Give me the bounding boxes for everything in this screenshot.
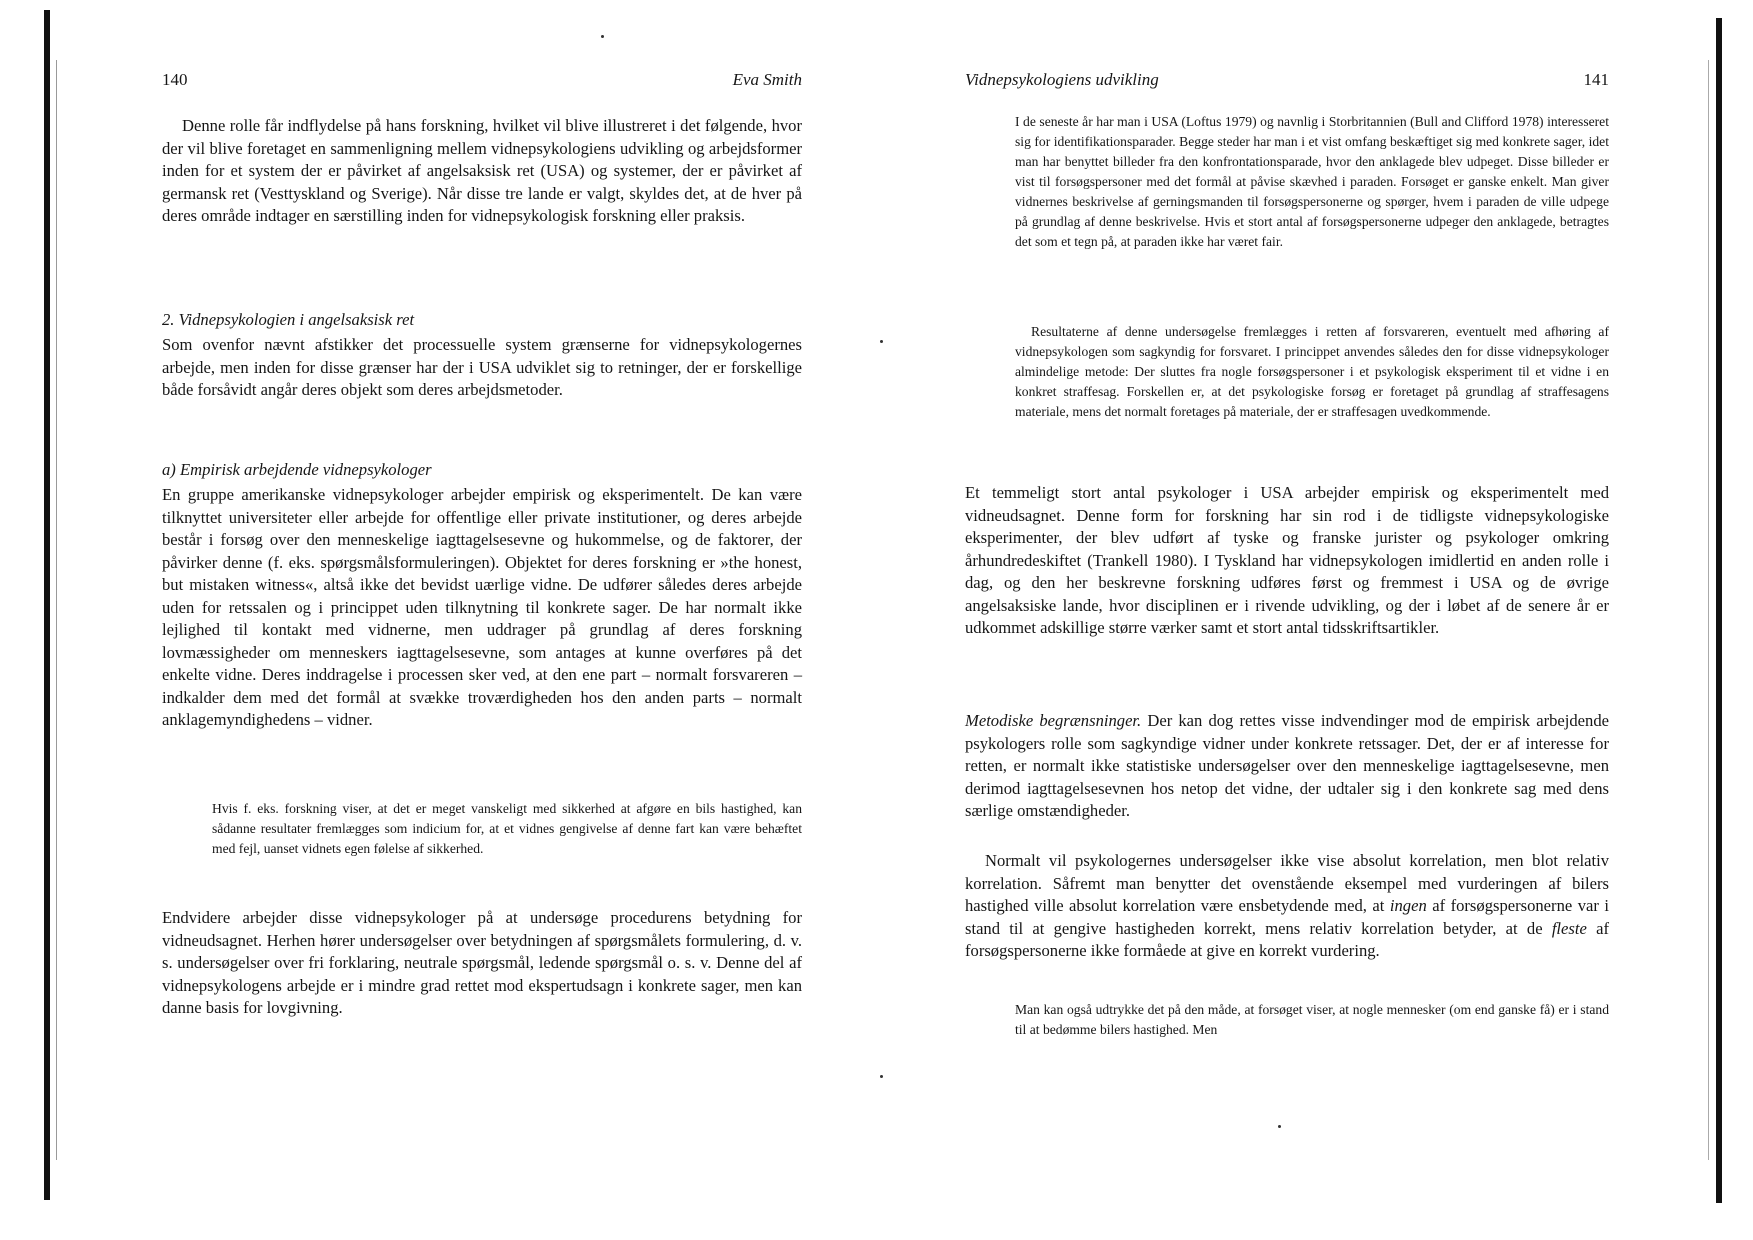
scan-speck <box>880 1075 883 1078</box>
run-in-heading: Metodiske begrænsninger. <box>965 711 1142 730</box>
paragraph-text: af forsøgspersonerne var i stand til at gengive hastigheden korrekt, mens relativ korrelation betyder, at de <box>965 896 1609 938</box>
paragraph: Denne rolle får indflydelse på hans forskning, hvilket vil blive illustreret i det følgende, hvor der vil blive foretaget en sammenligning mellem vidnepsykologiens udvikling og arbejdsformer inden for et system der er påvirket af angelsaksisk ret (USA) og systemer, der er påvirket af germansk ret (Vesttyskland og Sverige). Når disse tre lande er valgt, skyldes det, at de hver på deres område indtager en særstilling inden for vidnepsykologisk forskning eller praksis. <box>162 116 802 225</box>
paragraph: Et temmeligt stort antal psykologer i USA arbejder empirisk og eksperimentelt med vidneudsagnet. Denne form for forskning har sin rod i de tidligste vidnepsykologiske eksperimenter, der blev udført af tyske og franske jurister og psykologer omkring århundredeskiftet (Trankell 1980). I Tyskland har vidnepsykologen imidlertid en anden rolle i dag, og den her beskrevne forskning udføres først og fremmest i USA og de øvrige angelsaksiske lande, hvor disciplinen er i rivende udvikling, og der i løbet af de senere år er udkommet adskillige større værker samt et stort antal tidsskriftsartikler. <box>965 483 1609 637</box>
paragraph-text: Der kan dog rettes visse indvendinger mod de empirisk arbejdende psykologers rolle som sagkyndige vidner under konkrete retssager. Det, der er af interesse for retten, er normalt ikke statistiske undersøgelser over den menneskelige iagttagelsesevne, men derimod iagttagelsesevnen hos netop det vidne, der udtaler sig i den konkrete sag med dens særlige omstændigheder. <box>965 711 1609 820</box>
emphasis: ingen <box>1389 896 1427 915</box>
scan-edge-right <box>1716 18 1722 1203</box>
running-head-title: Eva Smith <box>732 70 802 89</box>
scan-speck <box>601 35 604 38</box>
paragraph-text: Normalt vil psykologernes undersøgelser ikke vise absolut korrelation, men blot relativ korrelation. Såfremt man benytter det ovenstående eksempel med vurderingen af bilers hastighed ville absolut korrelation være ensbetydende med, at <box>965 851 1609 915</box>
section-heading: 2. Vidnepsykologien i angelsaksisk ret <box>162 310 415 329</box>
subsection-heading: a) Empirisk arbejdende vidnepsykologer <box>162 460 432 479</box>
block-quote: Hvis f. eks. forskning viser, at det er meget vanskeligt med sikkerhed at afgøre en bils hastighed, kan sådanne resultater fremlægges som indicium for, at et vidnes gengivelse af denne fart kan være behæftet med fejl, uanset vidnets egen følelse af sikkerhed. <box>212 801 802 856</box>
paragraph: En gruppe amerikanske vidnepsykologer arbejder empirisk og eksperimentelt. De kan være tilknyttet universiteter eller arbejde for offentlige eller private institutioner, og deres arbejde består i forsøg over den menneskelige iagttagelsesevne og hukommelse, og de faktorer, der påvirker denne (f. eks. spørgsmålsformuleringen). Objektet for deres forskning er »the honest, but mistaken witness«, altså ikke det bevidst uærlige vidne. De udfører således deres arbejde uden for retssalen og i princippet uden tilknytning til konkrete sager. De har normalt ikke lejlighed til kontakt med vidnerne, men uddrager på grundlag af deres forskning lovmæssigheder om menneskers iagttagelsesevne, som antages at kunne overføres på det enkelte vidne. Deres inddragelse i processen sker ved, at den ene part – normalt forsvareren – indkalder dem med det formål at svække troværdigheden hos den anden parts – normalt anklagemyndighedens – vidner. <box>162 485 802 729</box>
page-number: 141 <box>1583 70 1609 89</box>
paragraph: Som ovenfor nævnt afstikker det processuelle system grænserne for vidnepsykologernes arbejde, men inden for disse grænser har der i USA udviklet sig to retninger, der er forskellige både forsåvidt angår deres objekt som deres arbejdsmetoder. <box>162 335 802 399</box>
right-running-head <box>965 70 1609 94</box>
paragraph-text: af forsøgspersonerne ikke formåede at give en korrekt vurdering. <box>965 918 1609 960</box>
block-quote: Resultaterne af denne undersøgelse fremlægges i retten af forsvareren, eventuelt med afhøring af vidnepsykologen som sagkyndig for forsvaret. I princippet anvendes således den for disse vidnepsykologer almindelige metode: Der sluttes fra nogle forsøgspersoner i et psykologisk eksperiment til et vidne i en konkret straffesag. Forskellen er, at det psykologiske forsøg er foretaget på grundlag af straffesagens materiale, mens det normalt foretages på materiale, der er straffesagen uvedkommende. <box>1015 324 1609 419</box>
paragraph: Endvidere arbejder disse vidnepsykologer på at undersøge procedurens betydning for vidneudsagnet. Herhen hører undersøgelser over betydningen af spørgsmålets formulering, d. v. s. undersøgelser over fri forklaring, neutrale spørgsmål, ledende spørgsmål o. s. v. Denne del af vidnepsykologens arbejde er i mindre grad rettet mod ekspertudsagn i konkrete sager, men kan danne basis for lovgivning. <box>162 908 802 1017</box>
scan-edge-left-shadow <box>56 60 57 1160</box>
paragraph <box>965 850 1609 963</box>
scan-edge-left <box>44 10 50 1200</box>
page-number: 140 <box>162 70 188 89</box>
paragraph <box>965 710 1609 823</box>
emphasis: fleste <box>1551 918 1587 938</box>
scan-edge-right-shadow <box>1708 60 1709 1160</box>
scan-speck <box>1278 1125 1281 1128</box>
scan-speck <box>880 340 883 343</box>
running-head-title: Vidnepsykologiens udvikling <box>965 70 1159 89</box>
block-quote: I de seneste år har man i USA (Loftus 1979) og navnlig i Storbritannien (Bull and Clifford 1978) interesseret sig for identifikationsparader. Begge steder har man i et vist omfang beskæftiget sig med konkrete sager, idet man har benyttet billeder fra den konfrontationsparade, hvor den anklagede blev udpeget. Disse billeder er vist til forsøgspersoner med det formål at påvise skævhed i paraden. Forsøget er ganske enkelt. Man giver vidnernes beskrivelse af gerningsmanden til forsøgspersonerne og spørger, hvem i paraden de ville udpege på grundlag af denne beskrivelse. Hvis et stort antal af forsøgspersonerne udpeger den anklagede, betragtes det som et tegn på, at paraden ikke har været fair. <box>1015 114 1609 249</box>
block-quote: Man kan også udtrykke det på den måde, at forsøget viser, at nogle mennesker (om end ganske få) er i stand til at bedømme bilers hastighed. Men <box>1015 1002 1609 1037</box>
left-running-head <box>162 70 802 94</box>
